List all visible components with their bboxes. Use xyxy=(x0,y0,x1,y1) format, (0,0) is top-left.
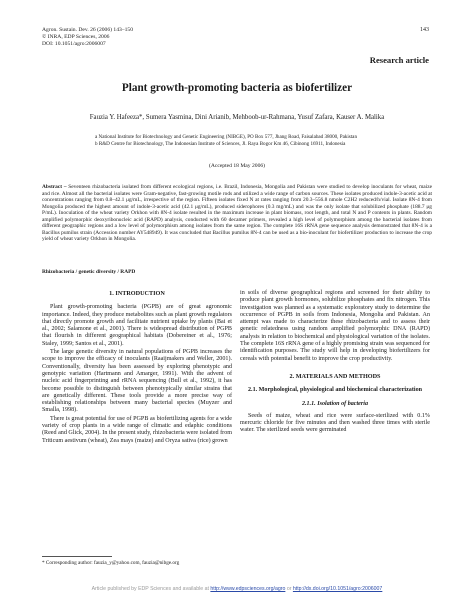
intro-paragraph-continued: in soils of diverse geographical regions and screened for their ability to produce plant growth hormones, solubilize phosphates and fix nitrogen. This investigation was planned as a systematic exploratory study to determine the occurrence of PGPB in soils from Indonesia, Mongolia and Pakistan. An attempt was made to characterize these rhizobacteria and to assess their genetic relatedness using random amplified polymorphic DNA (RAPD) analysis in relation to biochemical and physiological variation of the isolates. The complete 16S rRNA gene of a highly promising strain was sequenced for identification purposes. The study will help in developing biofertilizers for cereals with potential benefit to improve the crop productivity. xyxy=(240,290,430,362)
methods-subheading: 2.1. Morphological, physiological and biochemical characterization xyxy=(248,387,422,394)
publisher-footer xyxy=(0,586,474,592)
intro-paragraph-2: The large genetic diversity in natural populations of PGPB increases the scope to improve the efficacy of inoculants (Raaijmakers and Weller, 2001). Conventionally, diversity has been assessed by exploring phenotypic and genotypic variation (Hartmann and Amarger, 1991). With the advent of nucleic acid fingerprinting and rRNA sequencing (Bull et al., 1992), it has become possible to distinguish between phenotypically similar strains that are genetically different. These tools provide a more precise way of establishing relationships between many bacterial species (Muyzer and Smalla, 1998). xyxy=(42,349,232,414)
doi-link[interactable]: http://dx.doi.org/10.1051/agro:2006007 xyxy=(292,586,383,592)
footer-or: or xyxy=(286,586,292,592)
intro-paragraph-3: There is great potential for use of PGPB as biofertilizing agents for a wide variety of crop plants in a wide range of climatic and edaphic conditions (Reed and Glick, 2004). In the present study, rhizobacteria were isolated from Triticum aestivum (wheat), Zea mays (maize) and Oryza sativa (rice) grown xyxy=(42,415,232,444)
journal-header xyxy=(42,27,133,49)
journal-citation: Agron. Sustain. Dev. 26 (2006) 143–150 xyxy=(42,27,133,33)
copyright-line: © INRA, EDP Sciences, 2006 xyxy=(42,34,110,41)
methods-paragraph: Seeds of maize, wheat and rice were surface-sterilized with 0.1% mercuric chloride for five minutes and then washed three times with sterile water. The sterilized seeds were germinated xyxy=(240,412,430,434)
paper-title: Plant growth-promoting bacteria as biofertilizer xyxy=(121,82,353,94)
introduction-heading: 1. INTRODUCTION xyxy=(109,290,165,297)
article-type: Research article xyxy=(369,55,429,65)
doi-line: DOI: 10.1051/agro:2006007 xyxy=(42,41,106,48)
footnote-divider xyxy=(42,556,112,557)
methods-subsubheading: 2.1.1. Isolation of bacteria xyxy=(301,400,369,407)
affiliations xyxy=(95,134,435,147)
abstract-label: Abstract – xyxy=(42,184,67,190)
left-column xyxy=(42,290,232,446)
page-number: 143 xyxy=(420,27,429,33)
journal-link[interactable]: http://www.edpsciences.org/agro xyxy=(210,586,286,592)
keywords: Rhizobacteria / genetic diversity / RAPD xyxy=(42,269,136,275)
right-column xyxy=(240,290,430,436)
abstract-text: Seventeen rhizobacteria isolated from different ecological regions, i.e. Brazil, Indonesia, Mongolia and Pakistan were studied to develop inoculants for wheat, maize and rice. Almost all the bacterial isolates were Gram-negative, fast-growing motile rods and utilized a wide range of carbon sources. These isolates produced indole-3-acetic acid at concentrations ranging from 0.8–42.1 μg/mL, irrespective of the region. Fifteen isolates fixed N at rates ranging from 20.3–556.8 nmole C2H2 reduced/h/vial. Isolate 8N-4 from Mongolia produced the highest amount of indole-3-acetic acid (42.1 μg/mL), produced siderophores (0.3 mg/mL) and was the only isolate that solubilized phosphate (188.7 μg P/mL). Inoculation of the wheat variety Orkhon with 8N-4 isolate resulted in the maximum increase in plant biomass, root length, and total N and P contents in plants. Random amplified polymorphic deoxyribonucleic acid (RAPD) analysis, conducted with 60 decamer primers, revealed a high level of polymorphism among the bacterial isolates from different geographic regions and a low level of polymorphism among isolates from the same region. The complete 16S rRNA gene sequence analysis demonstrated that 8N-4 is a Bacillus pumilus strain (Accession number AY548949). It was concluded that Bacillus pumilus 8N-4 can be used as a bio-inoculant for biofertilizer production to increase the crop yield of wheat variety Orkhon in Mongolia. xyxy=(42,184,432,243)
intro-paragraph-1: Plant growth-promoting bacteria (PGPB) are of great agronomic importance. Indeed, they produce metabolites such as plant growth regulators that directly promote growth and facilitate nutrient uptake by plants (Bai et al., 2002; Salamone et al., 2001). There is widespread distribution of PGPB that flourish in different geographical habitats (Dobereiner et al., 1976; Staley, 1999; Santos et al., 2001). xyxy=(42,304,232,347)
author-list: Fauzia Y. Hafeeza*, Sumera Yasmina, Dini Arianib, Mehboob-ur-Rahmana, Yusuf Zafara, Kauser A. Malika xyxy=(89,114,385,121)
corresponding-author-footnote: * Corresponding author: fauzia_y@yahoo.com, fauzia@nibge.org xyxy=(42,560,180,566)
footer-text: Article published by EDP Sciences and available at xyxy=(91,586,209,592)
affiliation-a: a National Institute for Biotechnology and Genetic Engineering (NIBGE), PO Box 577, Jhang Road, Faisalabad 38000, Pakistan xyxy=(95,134,357,140)
methods-heading: 2. MATERIALS AND METHODS xyxy=(289,372,381,380)
abstract xyxy=(42,184,432,243)
affiliation-b: b R&D Centre for Biotechnology, The Indonesian Institute of Sciences, Jl. Raya Bogor Km 46, Cibinong 16911, Indonesia xyxy=(95,140,346,147)
accepted-date: (Accepted 18 May 2006) xyxy=(208,163,266,169)
